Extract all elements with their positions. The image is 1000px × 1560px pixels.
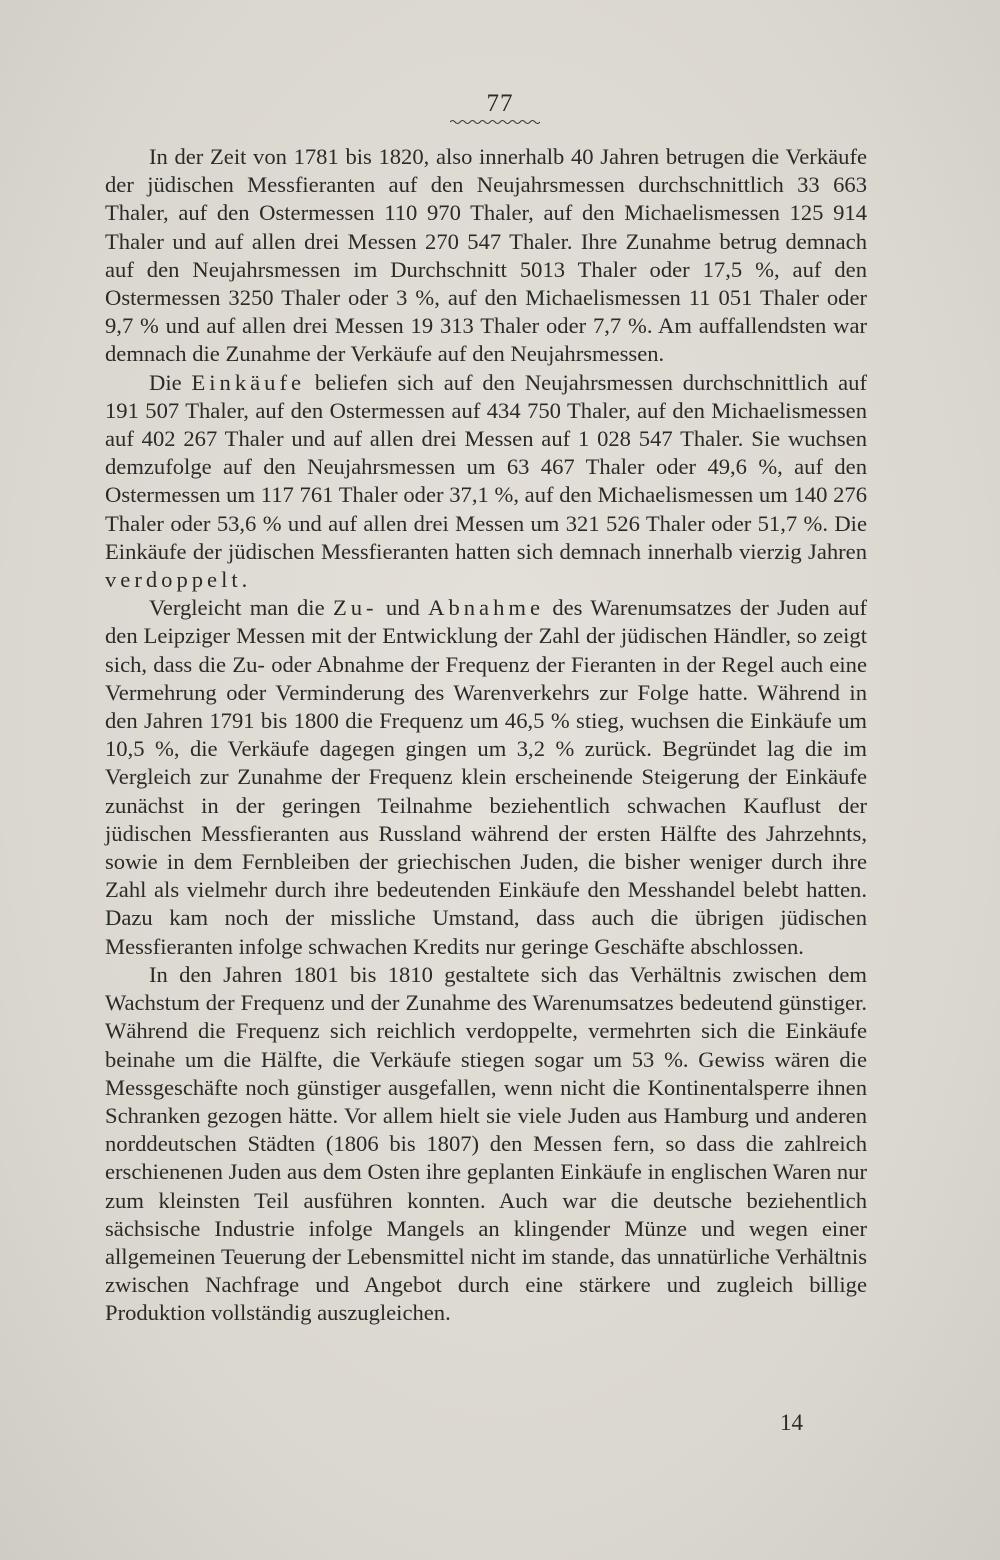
paragraph-2-pre: Die [149,369,192,395]
signature-mark: 14 [780,1410,803,1435]
paragraph-2 [105,369,867,595]
page-number: 77 [486,90,514,117]
paragraph-4: In den Jahren 1801 bis 1810 gestaltete sich das Verhältnis zwischen dem Wachstum der Frequenz und der Zunahme des Warenumsatzes bedeutend günstiger. Während die Frequenz sich reichlich verdoppelte, vermehrten sich die Einkäufe beinahe um die Hälfte, die Verkäufe stiegen sogar um 53 %. Gewiss wären die Messgeschäfte noch günstiger ausgefallen, wenn nicht die Kontinentalsperre ihnen Schranken gezogen hätte. Vor allem hielt sie viele Juden aus Hamburg und anderen norddeutschen Städten (1806 bis 1807) den Messen fern, so dass die zahlreich erschienenen Juden aus dem Osten ihre geplanten Einkäufe in englischen Waren nur zum kleinsten Teil ausführen konnten. Auch war die deutsche beziehentlich sächsische Industrie infolge Mangels an klingender Münze und wegen einer allgemeinen Teuerung der Lebensmittel nicht im stande, das unnatürliche Verhältnis zwischen Nachfrage und Angebot durch eine stärkere und zugleich billige Produktion vollständig auszugleichen. [105,961,867,1326]
body-text [105,143,867,1328]
paragraph-3 [105,594,867,961]
spaced-word-einkaeufe: Einkäufe [191,369,306,395]
spaced-word-abnahme: Abnahme [428,595,544,621]
paragraph-3-mid: und [377,595,429,621]
paragraph-3-pre: Vergleicht man die [149,595,333,621]
spaced-word-zu: Zu- [332,595,378,621]
paragraph-1: In der Zeit von 1781 bis 1820, also innerhalb 40 Jahren betrugen die Verkäufe der jüdischen Messfieranten auf den Neujahrsmessen durchschnittlich 33 663 Thaler, auf den Ostermessen 110 970 Thaler, auf den Michaelismessen 125 914 Thaler und auf allen drei Messen 270 547 Thaler. Ihre Zunahme betrug demnach auf den Neujahrsmessen im Durchschnitt 5013 Thaler oder 17,5 %, auf den Ostermessen 3250 Thaler oder 3 %, auf den Michaelismessen 11 051 Thaler oder 9,7 % und auf allen drei Messen 19 313 Thaler oder 7,7 %. Am auffallendsten war demnach die Zunahme der Verkäufe auf den Neujahrsmessen. [105,144,867,367]
paragraph-3-text: des Warenumsatzes der Juden auf den Leipziger Messen mit der Entwicklung der Zahl der jüdischen Händler, so zeigt sich, dass die Zu- oder Abnahme der Frequenz der Fieranten in der Regel auch eine Vermehrung oder Verminderung des Warenverkehrs zur Folge hatte. Während in den Jahren 1791 bis 1800 die Frequenz um 46,5 % stieg, wuchsen die Einkäufe um 10,5 %, die Verkäufe dagegen gingen um 3,2 % zurück. Begründet lag die im Vergleich zur Zunahme der Frequenz klein erscheinende Steigerung der Einkäufe zunächst in der geringen Teilnahme beziehentlich schwachen Kauflust der jüdischen Messfieranten aus Russland während der ersten Hälfte des Jahrzehnts, sowie in dem Fernbleiben der griechischen Juden, die bisher weniger durch ihre Zahl als vielmehr durch ihre bedeutenden Einkäufe den Messhandel belebt hatten. Dazu kam noch der missliche Umstand, dass auch die übrigen jüdischen Messfieranten infolge schwachen Kredits nur geringe Geschäfte abschlossen. [105,595,867,959]
paragraph-2-text: beliefen sich auf den Neujahrsmessen durchschnittlich auf 191 507 Thaler, auf den Ostermessen auf 434 750 Thaler, auf den Michaelismessen auf 402 267 Thaler und auf allen drei Messen auf 1 028 547 Thaler. Sie wuchsen demzufolge auf den Neujahrsmessen um 63 467 Thaler oder 49,6 %, auf den Ostermessen um 117 761 Thaler oder 37,1 %, auf den Michaelismessen um 140 276 Thaler oder 53,6 % und auf allen drei Messen um 321 526 Thaler oder 51,7 %. Die Einkäufe der jüdischen Messfieranten hatten sich demnach innerhalb vierzig Jahren [105,369,867,564]
paragraph-2-post: . [241,567,248,593]
spaced-word-verdoppelt: verdoppelt [105,567,242,593]
wavy-rule-ornament [450,118,540,126]
